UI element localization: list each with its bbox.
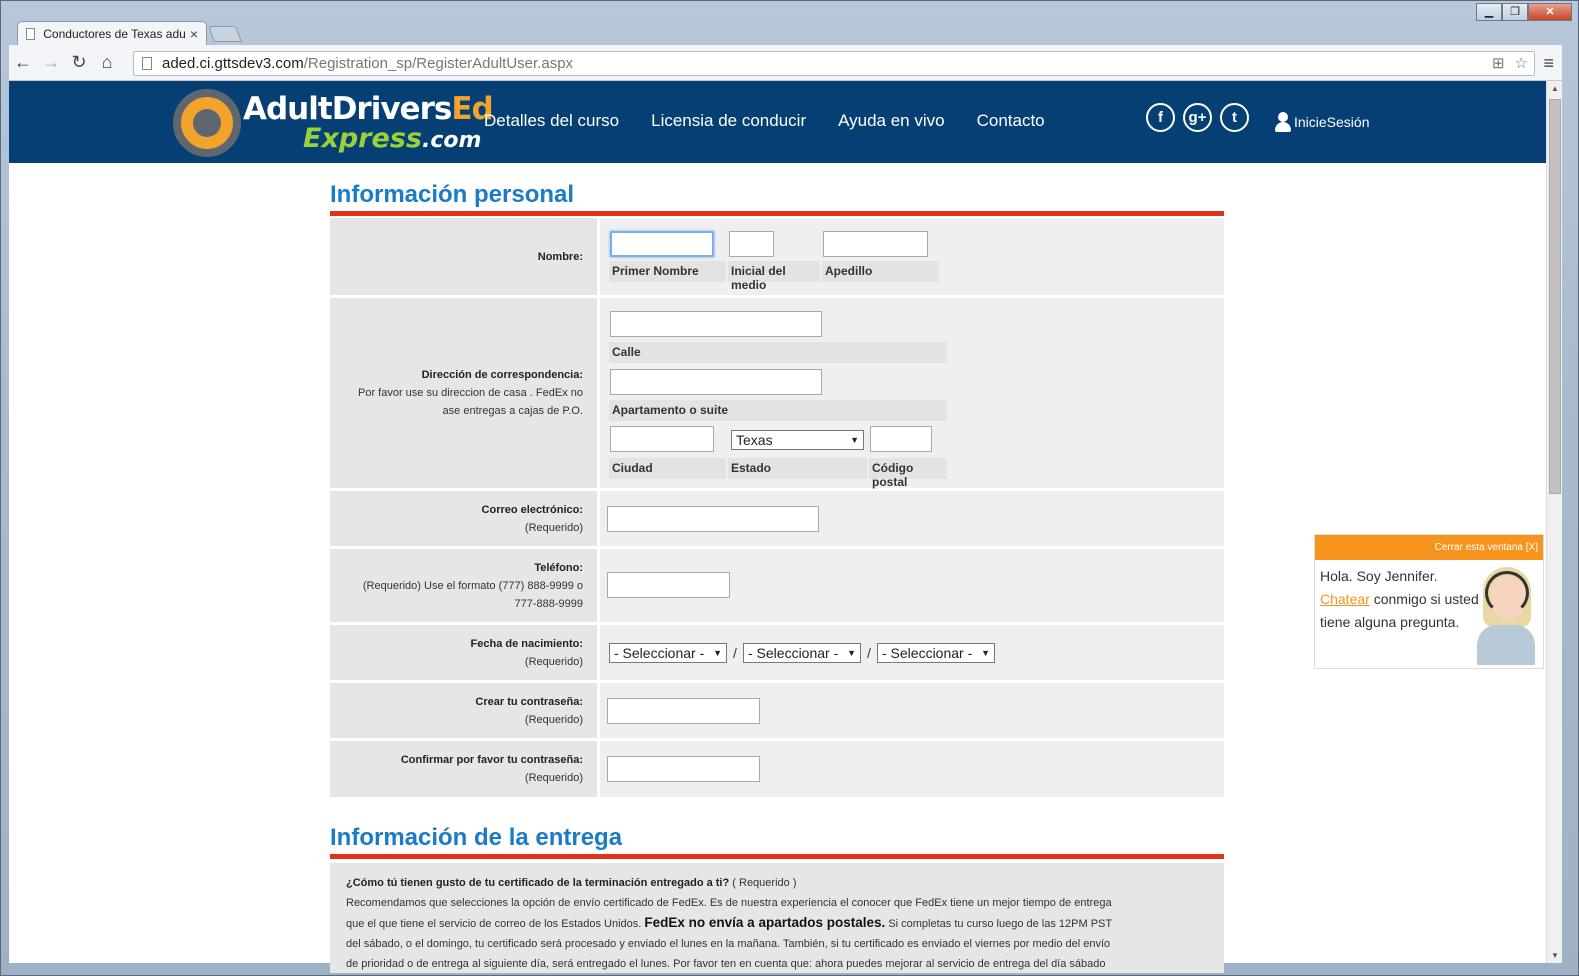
birth-year-value: - Seleccionar - bbox=[882, 645, 973, 661]
date-separator: / bbox=[867, 645, 871, 661]
dropdown-arrow-icon: ▼ bbox=[981, 648, 990, 658]
browser-toolbar bbox=[9, 45, 1562, 81]
birthdate-required: (Requerido) bbox=[524, 655, 583, 668]
browser-tab[interactable] bbox=[17, 21, 207, 45]
apartment-sublabel: Apartamento o suite bbox=[609, 400, 947, 421]
last-name-input[interactable] bbox=[823, 231, 928, 257]
login-link[interactable] bbox=[1274, 112, 1370, 132]
login-label: InicieSesión bbox=[1294, 114, 1370, 130]
direccion-note-2: ase entregas a cajas de P.O. bbox=[442, 405, 583, 417]
delivery-text-2c: Si completas tu curso luego de las 12PM PST bbox=[888, 918, 1113, 930]
forward-icon[interactable]: → bbox=[42, 52, 60, 72]
google-plus-icon[interactable]: g+ bbox=[1183, 103, 1212, 132]
browser-menu-icon[interactable]: ≡ bbox=[1543, 53, 1554, 73]
first-name-input[interactable] bbox=[610, 231, 714, 257]
password-label: Crear tu contraseña: bbox=[475, 695, 583, 708]
chat-popup bbox=[1314, 534, 1544, 669]
chat-close-button[interactable]: Cerrar esta ventana [X] bbox=[1315, 535, 1543, 560]
twitter-icon[interactable]: t bbox=[1220, 103, 1249, 132]
section-title-delivery: Información de la entrega bbox=[330, 824, 623, 851]
tab-close-icon[interactable]: × bbox=[189, 25, 198, 42]
personal-info-form bbox=[330, 218, 1224, 797]
dropdown-arrow-icon: ▼ bbox=[713, 648, 722, 658]
scroll-thumb[interactable] bbox=[1549, 99, 1561, 494]
home-icon[interactable]: ⌂ bbox=[101, 52, 113, 72]
email-label: Correo electrónico: bbox=[481, 503, 583, 516]
confirm-password-required: (Requerido) bbox=[524, 772, 583, 784]
nav-detalles[interactable]: Detalles del curso bbox=[484, 111, 620, 130]
delivery-text-4: de prioridad o de entrega al siguiente día, será entregado el lunes. Por favor ten en cuenta que: ahora puedes mejorar al servicio de entrega del día sábado bbox=[346, 958, 1106, 970]
restore-icon[interactable]: ❐ bbox=[1502, 3, 1528, 21]
section-title-personal: Información personal bbox=[330, 181, 575, 208]
page-icon bbox=[26, 28, 35, 40]
birth-day-select[interactable] bbox=[743, 643, 861, 663]
title-bar bbox=[1, 1, 1578, 45]
form-row-telefono bbox=[330, 549, 1224, 625]
form-row-nombre bbox=[330, 218, 1224, 298]
birth-month-value: - Seleccionar - bbox=[614, 645, 705, 661]
url-path: /Registration_sp/RegisterAdultUser.aspx bbox=[303, 55, 574, 72]
delivery-text-3: del sábado, o el domingo, tu certificado será procesado y enviado el lunes en la mañana. También, si tu certificado es enviado el viernes por medio del envío bbox=[346, 938, 1111, 950]
email-required: (Requerido) bbox=[524, 521, 583, 534]
address-bar[interactable] bbox=[133, 51, 1535, 76]
zip-sublabel: Código postal bbox=[869, 458, 947, 479]
street-sublabel: Calle bbox=[609, 342, 947, 363]
phone-note-2: 777-888-9999 bbox=[514, 597, 583, 610]
site-logo[interactable] bbox=[171, 85, 493, 159]
password-required: (Requerido) bbox=[524, 713, 583, 726]
last-name-sublabel: Apedillo bbox=[822, 261, 939, 282]
dropdown-arrow-icon: ▼ bbox=[850, 435, 859, 445]
birth-year-select[interactable] bbox=[877, 643, 995, 663]
form-row-direccion bbox=[330, 298, 1224, 491]
delivery-question: ¿Cómo tú tienen gusto de tu certificado de la terminación entregado a ti? bbox=[346, 877, 730, 889]
chat-link[interactable]: Chatear bbox=[1320, 591, 1370, 607]
confirm-password-input[interactable] bbox=[607, 756, 760, 782]
bookmark-star-icon[interactable]: ☆ bbox=[1514, 55, 1528, 72]
tab-title: Conductores de Texas adu bbox=[43, 26, 186, 41]
birth-day-value: - Seleccionar - bbox=[748, 645, 839, 661]
delivery-text-2a: que el que tiene el servicio de correo de los Estados Unidos. bbox=[346, 918, 642, 930]
phone-note-1: (Requerido) Use el formato (777) 888-9999 o bbox=[362, 579, 583, 592]
first-name-sublabel: Primer Nombre bbox=[609, 261, 726, 282]
logo-text-c: Express bbox=[303, 123, 422, 154]
direccion-label: Dirección de correspondencia: bbox=[421, 369, 583, 381]
nav-ayuda[interactable]: Ayuda en vivo bbox=[838, 111, 945, 130]
form-row-fecha bbox=[330, 625, 1224, 683]
page-viewport bbox=[9, 81, 1546, 970]
scroll-down-icon[interactable]: ▼ bbox=[1551, 951, 1559, 960]
nombre-label: Nombre: bbox=[537, 250, 583, 263]
social-links bbox=[1146, 103, 1249, 132]
state-sublabel: Estado bbox=[728, 458, 867, 479]
section-divider bbox=[330, 211, 1224, 216]
apartment-input[interactable] bbox=[610, 369, 822, 395]
page-scrollbar[interactable] bbox=[1546, 81, 1562, 963]
steering-wheel-icon bbox=[173, 89, 241, 157]
window-controls bbox=[1476, 3, 1572, 21]
site-header bbox=[9, 81, 1546, 163]
translate-icon[interactable]: ⊞ bbox=[1491, 55, 1505, 72]
url-host: aded.ci.gttsdev3.com bbox=[162, 55, 304, 72]
birthdate-label: Fecha de nacimiento: bbox=[470, 637, 583, 650]
nav-licensia[interactable]: Licensia de conducir bbox=[651, 111, 807, 130]
password-input[interactable] bbox=[607, 698, 760, 724]
reload-icon[interactable]: ↻ bbox=[71, 52, 87, 72]
logo-text-b: Ed bbox=[451, 91, 493, 127]
date-separator: / bbox=[733, 645, 737, 661]
phone-input[interactable] bbox=[607, 572, 730, 598]
delivery-required: ( Requerido ) bbox=[732, 877, 797, 889]
middle-initial-sublabel: Inicial del medio bbox=[728, 261, 820, 282]
state-value: Texas bbox=[736, 432, 773, 448]
window-close-icon[interactable]: ✕ bbox=[1528, 3, 1572, 21]
state-select[interactable] bbox=[731, 430, 864, 450]
form-row-confirm-password bbox=[330, 741, 1224, 797]
page-info-icon[interactable] bbox=[142, 57, 152, 70]
dropdown-arrow-icon: ▼ bbox=[847, 648, 856, 658]
birth-month-select[interactable] bbox=[609, 643, 727, 663]
middle-initial-input[interactable] bbox=[729, 231, 774, 257]
logo-text-d: .com bbox=[421, 128, 482, 153]
logo-text-a: AdultDrivers bbox=[243, 91, 452, 127]
facebook-icon[interactable]: f bbox=[1146, 103, 1175, 132]
delivery-fedex-note: FedEx no envía a apartados postales. bbox=[644, 915, 886, 930]
user-icon bbox=[1274, 112, 1292, 132]
city-input[interactable] bbox=[610, 426, 714, 452]
headset-icon bbox=[1485, 571, 1529, 615]
direccion-note-1: Por favor use su direccion de casa . FedEx no bbox=[357, 387, 583, 399]
delivery-text-1: Recomendamos que selecciones la opción de envío certificado de FedEx. Es de nuestra experiencia el conocer que FedEx tiene un mejor tiempo de entrega bbox=[346, 897, 1112, 909]
main-nav bbox=[484, 111, 1045, 131]
agent-avatar bbox=[1473, 565, 1539, 665]
section-divider bbox=[330, 854, 1224, 859]
confirm-password-label: Confirmar por favor tu contraseña: bbox=[400, 754, 583, 766]
street-input[interactable] bbox=[610, 311, 822, 337]
scroll-up-icon[interactable]: ▲ bbox=[1551, 84, 1559, 93]
chat-message: conmigo si usted tiene alguna pregunta. bbox=[1320, 591, 1479, 630]
delivery-info bbox=[330, 863, 1224, 973]
zip-input[interactable] bbox=[870, 426, 932, 452]
phone-label: Teléfono: bbox=[534, 561, 583, 574]
minimize-icon[interactable]: ▁ bbox=[1476, 3, 1502, 21]
back-icon[interactable]: ← bbox=[14, 52, 32, 72]
email-input[interactable] bbox=[607, 506, 819, 532]
chat-greeting: Hola. Soy Jennifer. bbox=[1320, 568, 1438, 584]
city-sublabel: Ciudad bbox=[609, 458, 726, 479]
form-row-password bbox=[330, 683, 1224, 741]
nav-contacto[interactable]: Contacto bbox=[976, 111, 1045, 130]
new-tab-button[interactable] bbox=[208, 26, 242, 42]
form-row-correo bbox=[330, 491, 1224, 549]
